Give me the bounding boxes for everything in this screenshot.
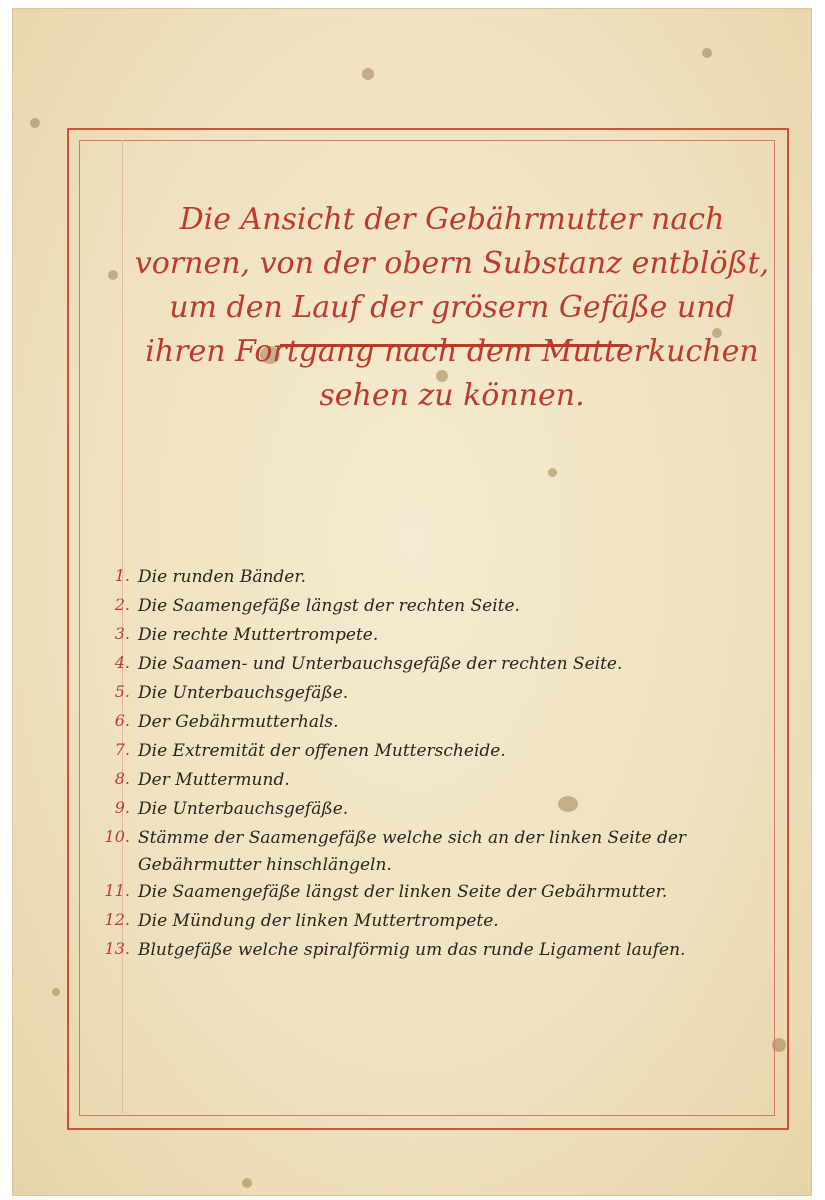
list-item [100, 622, 760, 651]
page-title: Die Ansicht der Gebährmutter nach vornen, von der obern Substanz entblößt, um den Lauf der grösern Gefäße und ihren Fortgang nach dem Mutterkuchen sehen zu können. [134, 202, 770, 413]
item-number: 4. [114, 653, 130, 672]
item-number: 10. [104, 827, 130, 846]
item-number: 12. [104, 910, 130, 929]
list-item [100, 937, 760, 966]
item-number: 7. [114, 740, 130, 759]
item-text: Der Gebährmutterhals. [138, 712, 339, 732]
list-item [100, 709, 760, 738]
item-text: Die rechte Muttertrompete. [138, 625, 379, 645]
list-item [100, 908, 760, 937]
list-item [100, 825, 760, 879]
legend-list [100, 564, 760, 966]
list-item [100, 651, 760, 680]
list-item [100, 796, 760, 825]
foxing-stain [52, 988, 60, 996]
item-text: Die Mündung der linken Muttertrompete. [138, 911, 499, 931]
item-number: 5. [114, 682, 130, 701]
list-item [100, 680, 760, 709]
item-text: Die Unterbauchsgefäße. [138, 799, 349, 819]
item-text: Blutgefäße welche spiralförmig um das runde Ligament laufen. [138, 940, 686, 960]
item-text: Die Unterbauchsgefäße. [138, 683, 349, 703]
foxing-stain [30, 118, 40, 128]
list-item [100, 564, 760, 593]
item-number: 8. [114, 769, 130, 788]
list-item [100, 738, 760, 767]
item-text: Die runden Bänder. [138, 567, 307, 587]
item-text: Der Muttermund. [138, 770, 290, 790]
item-text: Die Saamengefäße längst der linken Seite der Gebährmutter. [138, 882, 668, 902]
item-number: 2. [114, 595, 130, 614]
item-text: Die Extremität der offenen Mutterscheide. [138, 741, 506, 761]
item-text: Die Saamengefäße längst der rechten Seite. [138, 596, 520, 616]
foxing-stain [362, 68, 374, 80]
list-item [100, 767, 760, 796]
item-number: 9. [114, 798, 130, 817]
manuscript-page [12, 8, 812, 1196]
title-underline [280, 344, 628, 347]
item-number: 13. [104, 939, 130, 958]
item-number: 6. [114, 711, 130, 730]
item-number: 3. [114, 624, 130, 643]
foxing-stain [702, 48, 712, 58]
list-item [100, 593, 760, 622]
foxing-stain [242, 1178, 252, 1188]
list-item [100, 879, 760, 908]
item-number: 1. [114, 566, 130, 585]
item-number: 11. [104, 881, 130, 900]
item-text: Stämme der Saamengefäße welche sich an der linken Seite der Gebährmutter hinschlängeln. [138, 828, 687, 875]
item-text: Die Saamen- und Unterbauchsgefäße der rechten Seite. [138, 654, 623, 674]
